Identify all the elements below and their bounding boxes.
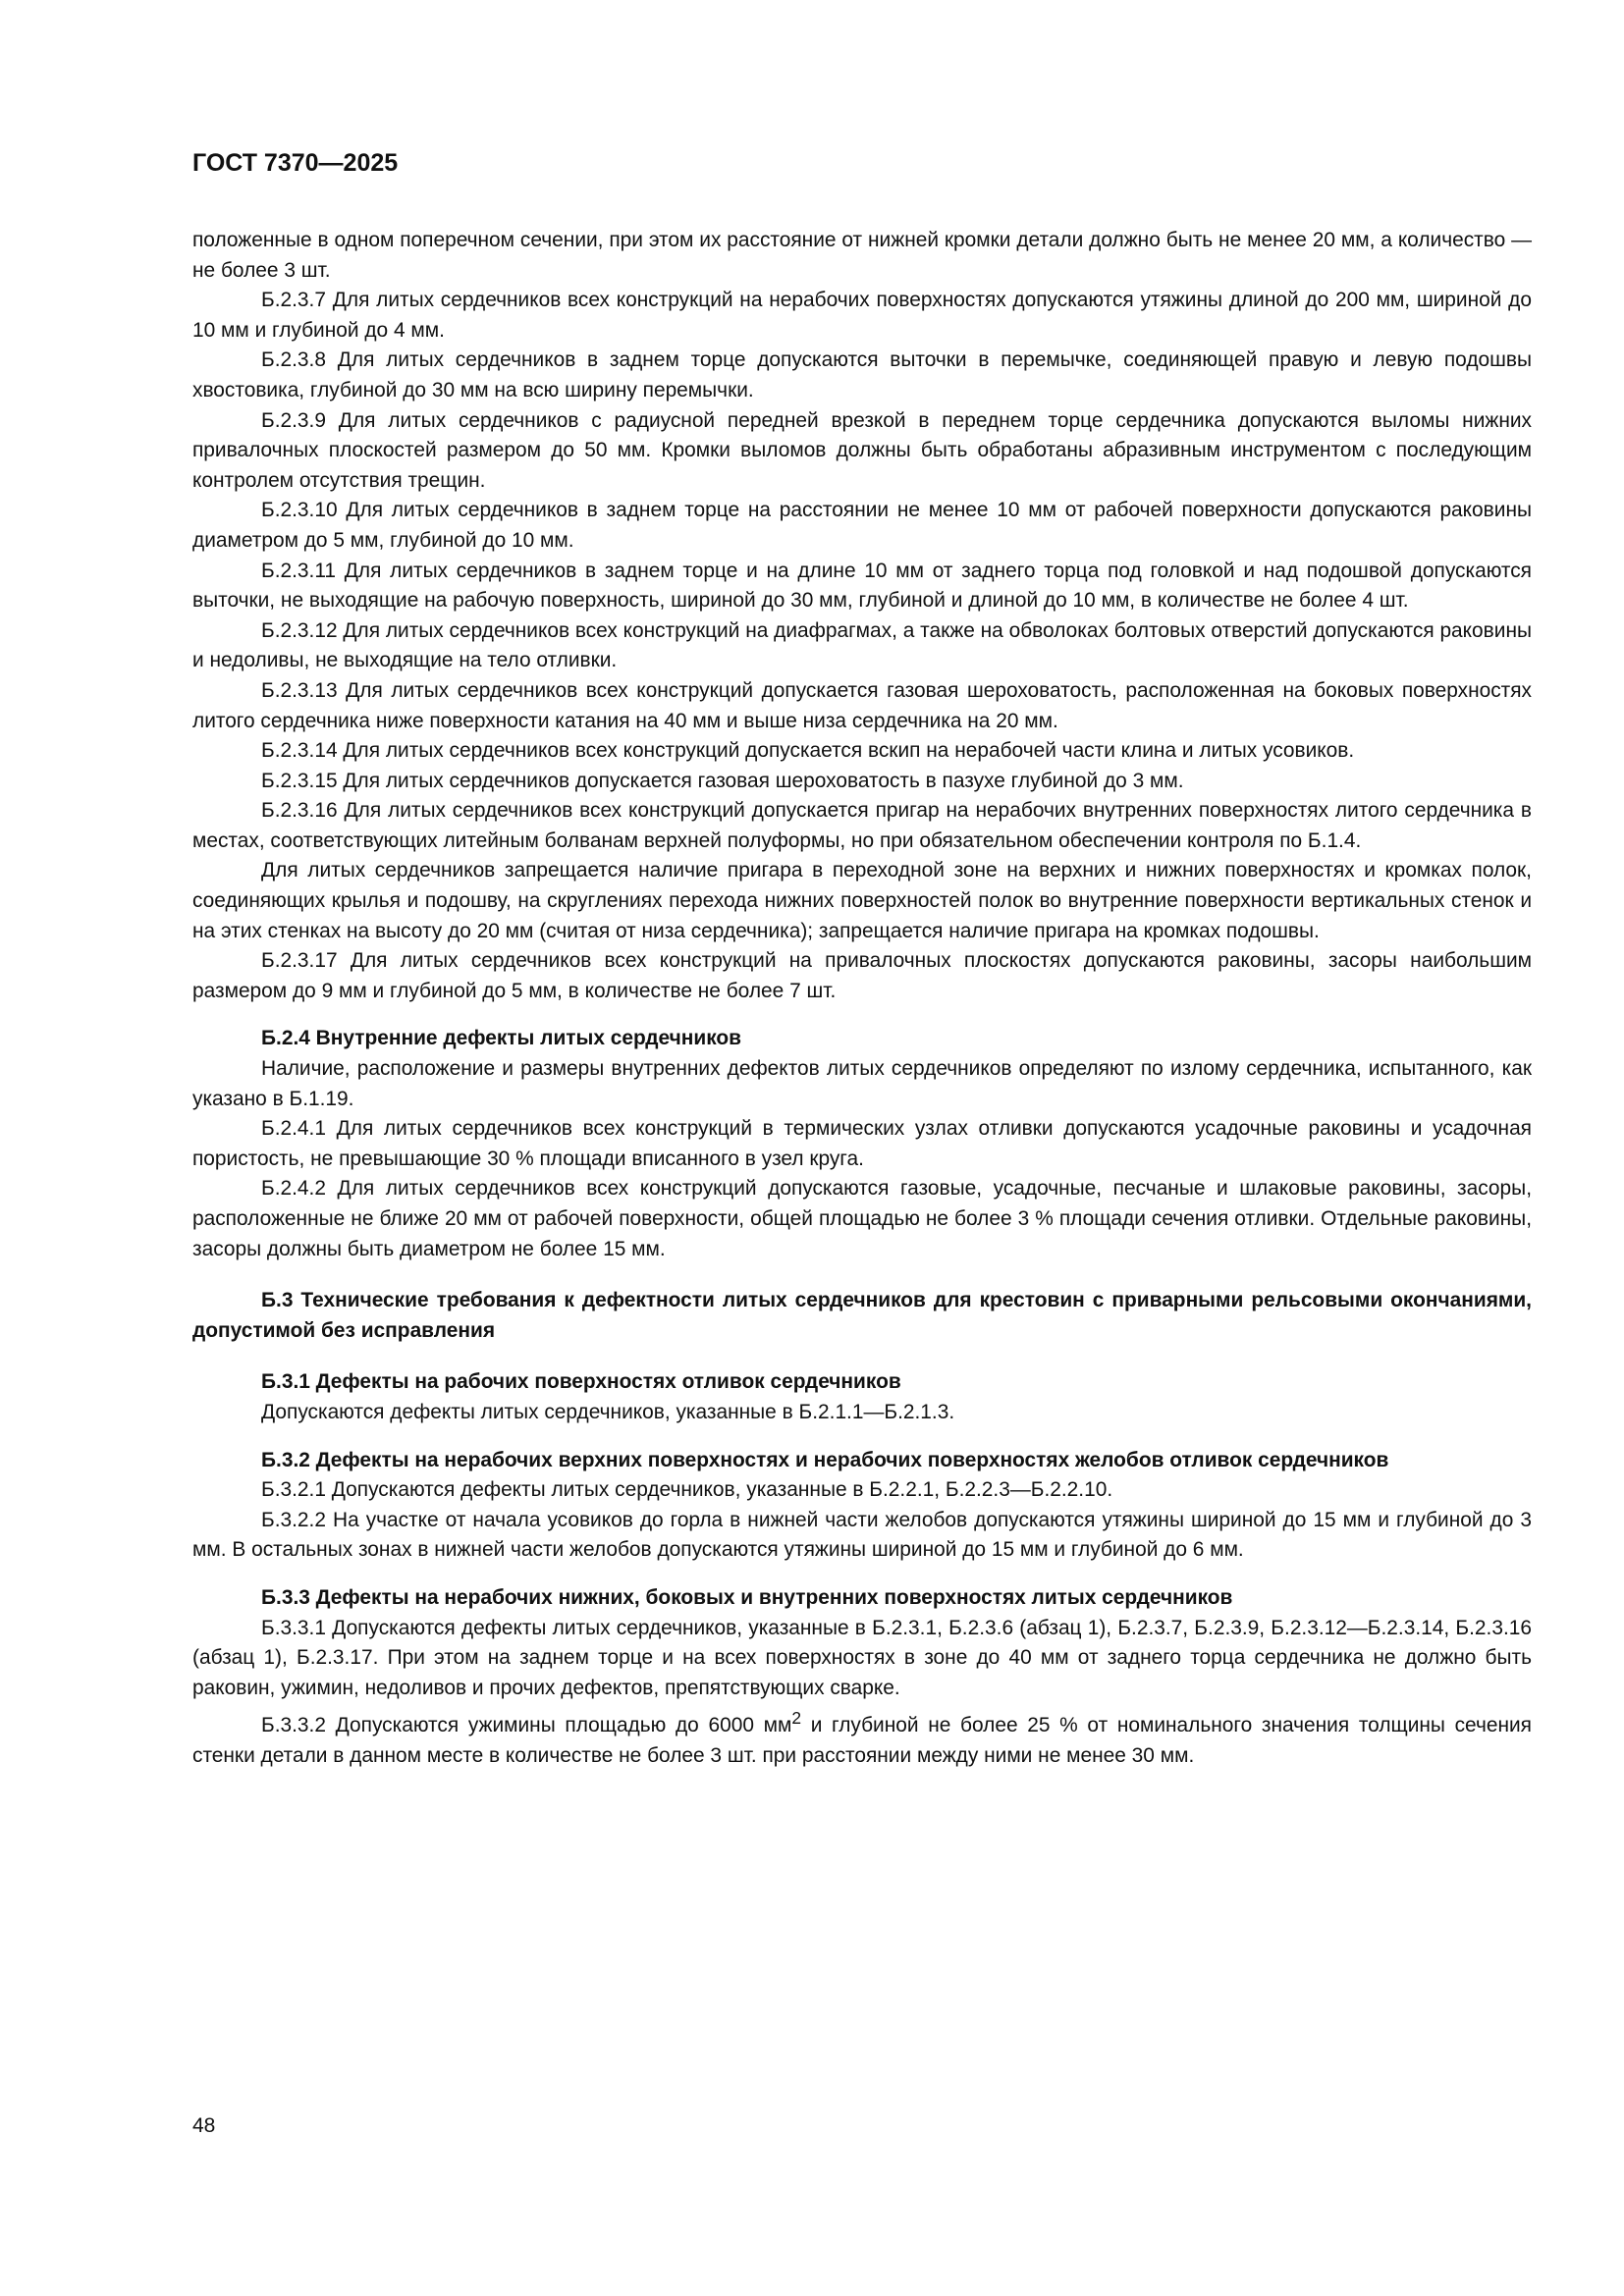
paragraph-b-3-2-2: Б.3.2.2 На участке от начала усовиков до горла в нижней части желобов допускаются утяжины шириной до 15 мм и глубиной до 3 мм. В остальных зонах в нижней части желобов допускаются утяжины шириной до 15 мм и глубиной до 6 мм. bbox=[192, 1508, 1532, 1562]
page-number: 48 bbox=[192, 2114, 216, 2137]
paragraph-b-3-1: Допускаются дефекты литых сердечников, указанные в Б.2.1.1—Б.2.1.3. bbox=[261, 1400, 955, 1423]
heading-b-3-2: Б.3.2 Дефекты на нерабочих верхних поверхностях и нерабочих поверхностях желобов отливок сердечников bbox=[261, 1448, 1389, 1471]
paragraph-b-2-3-13: Б.2.3.13 Для литых сердечников всех конструкций допускается газовая шероховатость, расположенная на боковых поверхностях литого сердечника ниже поверхности катания на 40 мм и выше низа сердечника на 20 мм. bbox=[192, 678, 1532, 732]
superscript-2: 2 bbox=[791, 1708, 802, 1729]
paragraph-b-3-3-1: Б.3.3.1 Допускаются дефекты литых сердечников, указанные в Б.2.3.1, Б.2.3.6 (абзац 1), Б.2.3.7, Б.2.3.9, Б.2.3.12—Б.2.3.14, Б.2.3.16 (абзац 1), Б.2.3.17. При этом на заднем торце и на всех поверхностях в зоне до 40 мм от заднего торца сердечника не должно быть раковин, ужимин, недоливов и прочих дефектов, препятствующих сварке. bbox=[192, 1616, 1532, 1699]
heading-b-2-4: Б.2.4 Внутренние дефекты литых сердечников bbox=[261, 1027, 742, 1050]
paragraph-b-2-3-17: Б.2.3.17 Для литых сердечников всех конструкций на привалочных плоскостях допускаются раковины, засоры наибольшим размером до 9 мм и глубиной до 5 мм, в количестве не более 7 шт. bbox=[192, 949, 1532, 1002]
paragraph-b-3-2-1: Б.3.2.1 Допускаются дефекты литых сердечников, указанные в Б.2.2.1, Б.2.2.3—Б.2.2.10. bbox=[261, 1478, 1113, 1502]
paragraph-b-2-3-16: Б.2.3.16 Для литых сердечников всех конструкций допускается пригар на нерабочих внутренних поверхностях литого сердечника в местах, соответствующих литейным болванам верхней полуформы, но при обязательном обеспечении контроля по Б.1.4. bbox=[192, 799, 1532, 852]
paragraph-b-2-3-9: Б.2.3.9 Для литых сердечников с радиусной передней врезкой в переднем торце сердечника допускаются выломы нижних привалочных плоскостей размером до 50 мм. Кромки выломов должны быть обработаны абразивным инструментом с последующим контролем отсутствия трещин. bbox=[192, 408, 1532, 492]
paragraph-b-3-3-2-part1: Б.3.3.2 Допускаются ужимины площадью до 6000 мм bbox=[261, 1714, 792, 1737]
paragraph-b-2-4-intro: Наличие, расположение и размеры внутренних дефектов литых сердечников определяют по излому сердечника, испытанного, как указано в Б.1.19. bbox=[192, 1057, 1532, 1110]
heading-b-3-3: Б.3.3 Дефекты на нерабочих нижних, боковых и внутренних поверхностях литых сердечников bbox=[261, 1585, 1233, 1609]
paragraph-b-2-3-14: Б.2.3.14 Для литых сердечников всех конструкций допускается вскип на нерабочей части клина и литых усовиков. bbox=[261, 739, 1355, 763]
paragraph-b-3-3-2-part2: и глубиной не более 25 % от номинального значения толщины сечения стенки детали в данном месте в количестве не более 3 шт. при расстоянии между ними не менее 30 мм. bbox=[192, 1714, 1532, 1767]
paragraph-b-2-3-15: Б.2.3.15 Для литых сердечников допускается газовая шероховатость в пазухе глубиной до 3 мм. bbox=[261, 769, 1184, 792]
paragraph-b-2-3-12: Б.2.3.12 Для литых сердечников всех конструкций на диафрагмах, а также на обволоках болтовых отверстий допускаются раковины и недоливы, не выходящие на тело отливки. bbox=[192, 618, 1532, 672]
paragraph-b-2-3-10: Б.2.3.10 Для литых сердечников в заднем торце на расстоянии не менее 10 мм от рабочей поверхности допускаются раковины диаметром до 5 мм, глубиной до 10 мм. bbox=[192, 499, 1532, 552]
paragraph-b-2-3-16-second: Для литых сердечников запрещается наличие пригара в переходной зоне на верхних и нижних поверхностях и кромках полок, соединяющих крылья и подошву, на скруглениях перехода нижних поверхностей полок во внутренние поверхности вертикальных стенок и на этих стенках на высоту до 20 мм (считая от низа сердечника); запрещается наличие пригара на кромках подошвы. bbox=[192, 859, 1532, 942]
heading-b-3: Б.3 Технические требования к дефектности литых сердечников для крестовин с приварными рельсовыми окончаниями, допустимой без исправления bbox=[192, 1289, 1532, 1342]
paragraph-b-2-3-7: Б.2.3.7 Для литых сердечников всех конструкций на нерабочих поверхностях допускаются утяжины длиной до 200 мм, шириной до 10 мм и глубиной до 4 мм. bbox=[192, 289, 1532, 342]
paragraph-continuation: положенные в одном поперечном сечении, при этом их расстояние от нижней кромки детали должно быть не менее 20 мм, а количество — не более 3 шт. bbox=[192, 229, 1532, 282]
document-header: ГОСТ 7370—2025 bbox=[192, 149, 399, 177]
paragraph-b-2-4-1: Б.2.4.1 Для литых сердечников всех конструкций в термических узлах отливки допускаются усадочные раковины и усадочная пористость, не превышающие 30 % площади вписанного в узел круга. bbox=[192, 1117, 1532, 1170]
paragraph-b-2-4-2: Б.2.4.2 Для литых сердечников всех конструкций допускаются газовые, усадочные, песчаные и шлаковые раковины, засоры, расположенные не ближе 20 мм от рабочей поверхности, общей площадью не более 3 % площади сечения отливки. Отдельные раковины, засоры должны быть диаметром не более 15 мм. bbox=[192, 1177, 1532, 1260]
heading-b-3-1: Б.3.1 Дефекты на рабочих поверхностях отливок сердечников bbox=[261, 1370, 901, 1394]
paragraph-b-2-3-11: Б.2.3.11 Для литых сердечников в заднем торце и на длине 10 мм от заднего торца под головкой и над подошвой допускаются выточки, не выходящие на рабочую поверхность, шириной до 30 мм, глубиной и длиной до 10 мм, в количестве не более 4 шт. bbox=[192, 559, 1532, 613]
document-body bbox=[192, 226, 1532, 1771]
paragraph-b-2-3-8: Б.2.3.8 Для литых сердечников в заднем торце допускаются выточки в перемычке, соединяющей правую и левую подошвы хвостовика, глубиной до 30 мм на всю ширину перемычки. bbox=[192, 348, 1532, 401]
paragraph-b-3-3-2 bbox=[192, 1703, 1532, 1771]
